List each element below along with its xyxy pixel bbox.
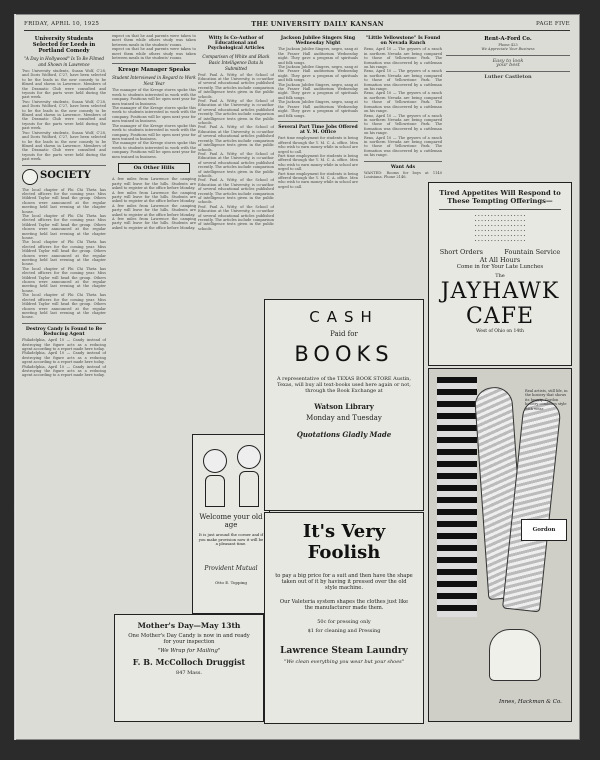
article-yellowstone-cont: Reno, April 10 — The geysers of a ranch in northern Nevada are being compared to those of Yellowstone Park. The formation was discovered by a cattleman on his range. xyxy=(364,69,442,92)
article-kresge: The manager of the Kresge stores spoke this week to students interested in work with the company. Positions will be open next year for men trained in business. xyxy=(112,88,196,106)
article-part-time-cont: Part time employment for students is being offered through the Y. M. C. A. office. Men who wish to earn money while in school are urged to call. xyxy=(278,153,358,172)
article-kresge-cont2: The manager of the Kresge stores spoke this week to students interested in work with the company. Positions will be open next year for men trained in business. xyxy=(112,123,196,141)
watson-library-text: Watson Library xyxy=(314,402,374,411)
price-cleaning: $1 for cleaning and Pressing xyxy=(307,628,381,634)
provident-company: Provident Mutual xyxy=(204,565,258,572)
mothers-day-title: Mother's Day—May 13th xyxy=(137,621,241,630)
article-students-selected: Two University students, Susan Wolf, C'28, and Doris Wolford, C'27, have been selected to be the leads in the new comedy to be filmed and shown in Lawrence. Members of the Dramatic Club were consulted and tryouts for the parts were held during the past week. xyxy=(22,69,106,100)
article-destroy-candy-cont: Philadelphia, April 10 — Candy instead of destroying the figure acts as a reducing agent according to a report made here today. xyxy=(22,351,106,365)
druggist-name: F. B. McColloch Druggist xyxy=(132,657,246,667)
jayhawk-address: West of Ohio on 14th xyxy=(476,329,524,334)
column-1 xyxy=(22,34,106,734)
article-yellowstone-cont4: Reno, April 10 — The geysers of a ranch in northern Nevada are being compared to those of Yellowstone Park. The formation was discovered by a cattleman on his range. xyxy=(364,135,442,158)
masthead-page: PAGE FIVE xyxy=(536,21,570,27)
article-continued-top: expect on that he and parents were taken to meet them while others study was taken between meals in the students' rooms. xyxy=(112,34,196,47)
luther-castleton: Luther Castleton xyxy=(484,73,532,80)
article-witty: Prof. Paul A. Witty, of the School of Education at the University, is co-author of several educational articles published recently. The articles include comparison of intelligence tests given in the public schools. xyxy=(198,72,274,99)
column-6 xyxy=(446,34,570,184)
headline-part-time-jobs: Several Part Time Jobs Offered at Y. M. Office xyxy=(278,124,358,136)
short-orders-row xyxy=(429,248,571,256)
headline-students-selected: University Students Selected for Leeds in Portland Comedy xyxy=(32,36,96,54)
foolish-body: to pay a big price for a suit and then have the shape taken out of it by having it pressed over the old style machine. xyxy=(275,573,413,591)
very-foolish-title: It's Very Foolish xyxy=(302,521,386,563)
article-destroy-candy: Philadelphia, April 10 — Candy instead of destroying the figure acts as a reducing agent according to a report made here today. xyxy=(22,338,106,351)
article-other-hills: A few miles from Lawrence the camping party will leave for the hills. Students are asked to register at the office before Monday. xyxy=(112,177,196,191)
article-witty-cont3: Prof. Paul A. Witty, of the School of Education at the University, is co-author of several educational articles published recently. The articles include comparison of intelligence tests given in the public schools. xyxy=(198,151,274,178)
books-title: BOOKS xyxy=(294,342,394,366)
quotations-text: Quotations Gladly Made xyxy=(296,430,392,439)
rent-a-ford-tagline: We Appreciate Your Business xyxy=(481,47,535,52)
article-jubilee-cont3: The Jackson Jubilee Singers, negro, sang at the Fraser Hall auditorium Wednesday night. They gave a program of spirituals and folk songs. xyxy=(278,100,358,118)
young-man-head-icon xyxy=(237,445,261,469)
gordon-brand-badge: Gordon xyxy=(521,519,567,541)
article-jubilee-cont2: The Jackson Jubilee Singers, negro, sang at the Fraser Hall auditorium Wednesday night. They gave a program of spirituals and folk songs. xyxy=(278,82,358,100)
striped-border-decoration xyxy=(437,377,477,617)
article-destroy-candy-cont2: Philadelphia, April 10 — Candy instead of destroying the figure acts as a reducing agent according to a report made here today. xyxy=(22,364,106,378)
article-jubilee: The Jackson Jubilee Singers, negro, sang at the Fraser Hall auditorium Wednesday night. They gave a program of spirituals and folk songs. xyxy=(278,47,358,65)
paid-for-text: Paid for xyxy=(330,330,358,338)
young-man-body-icon xyxy=(239,471,259,507)
society-article-cont: The local chapter of Phi Chi Theta has elected officers for the coming year. Miss Mildred Taylor will head the group. Others chosen were announced at the regular meeting held last evening at the chapter house. xyxy=(22,213,106,240)
gordon-hosiery-ad xyxy=(428,368,572,722)
lawrence-laundry-ad xyxy=(264,512,424,724)
old-man-body-icon xyxy=(205,475,225,507)
mothers-day-body: One Mother's Day Candy is now in and ready for your inspection xyxy=(128,633,250,645)
society-header xyxy=(22,169,106,185)
easy-look-line2: your best xyxy=(496,62,520,69)
dog-illustration-icon xyxy=(489,629,541,681)
society-article-cont4: The local chapter of Phi Chi Theta has elected officers for the coming year. Miss Mildred Taylor will head the group. Others chosen were announced at the regular meeting held last evening at the chapter house. xyxy=(22,293,106,320)
short-orders-text: Short Orders xyxy=(439,248,483,256)
society-article-cont3: The local chapter of Phi Chi Theta has elected officers for the coming year. Miss Mildred Taylor will head the group. Others chosen were announced at the regular meeting held last evening at the chapter house. xyxy=(22,266,106,293)
jayhawk-the: The xyxy=(495,273,505,279)
society-title: SOCIETY xyxy=(40,170,91,182)
article-other-hills-cont3: A few miles from Lawrence the camping party will leave for the hills. Students are asked to register at the office before Monday. xyxy=(112,217,196,230)
headline-jubilee-singers: Jackson Jubilee Singers Sing Wednesday Night xyxy=(280,36,356,47)
column-3 xyxy=(198,34,274,454)
article-witty-cont: Prof. Paul A. Witty, of the School of Education at the University, is co-author of several educational articles published recently. The articles include comparison of intelligence tests given in the public schools. xyxy=(198,99,274,126)
newspaper-page xyxy=(14,14,580,740)
foolish-body-2: Our Valeteria system shapes the clothes just like the manufacturer made them. xyxy=(279,599,409,611)
book-store-rep-text: A representative of the TEXAS BOOK STORE Austin, Texas, will buy all text-books used here again or not, through the Book Exchange at xyxy=(276,376,411,394)
headline-kresge-manager: Kresge Manager Speaks xyxy=(118,67,190,74)
cash-for-books-ad xyxy=(264,299,424,511)
article-students-selected-cont: Two University students, Susan Wolf, C'28, and Doris Wolford, C'27, have been selected to be the leads in the new comedy to be filmed and shown in Lawrence. Members of the Dramatic Club were consulted and tryouts for the parts were held during the past week. xyxy=(22,99,106,131)
article-yellowstone-cont2: Reno, April 10 — The geysers of a ranch in northern Nevada are being compared to those of Yellowstone Park. The formation was discovered by a cattleman on his range. xyxy=(364,91,442,114)
article-other-hills-cont: A few miles from Lawrence the camping party will leave for the hills. Students are asked to register at the office before Monday. xyxy=(112,190,196,204)
society-article-cont2: The local chapter of Phi Chi Theta has elected officers for the coming year. Miss Mildred Taylor will head the group. Others chosen were announced at the regular meeting held last evening at the chapter house. xyxy=(22,240,106,267)
headline-destroy-candy: Destroy Candy Is Found to Be Reducing Agent xyxy=(25,326,103,337)
provident-mutual-ad xyxy=(192,434,270,614)
article-yellowstone-cont3: Reno, April 10 — The geysers of a ranch in northern Nevada are being compared to those of Yellowstone Park. The formation was discovered by a cattleman on his range. xyxy=(364,113,442,136)
laundry-tagline: "We clean everything you wear but your shoes" xyxy=(283,659,405,665)
article-kresge-cont: The manager of the Kresge stores spoke this week to students interested in work with the company. Positions will be open next year for men trained in business. xyxy=(112,106,196,124)
jayhawk-cafe-name: JAYHAWK CAFE xyxy=(440,279,560,329)
mothers-day-ad xyxy=(114,614,264,722)
all-hours-text: At All Hours xyxy=(479,256,521,264)
masthead-paper-name: THE UNIVERSITY DAILY KANSAN xyxy=(251,20,384,28)
cash-title: CASH xyxy=(309,308,379,326)
want-ads-heading: Want Ads xyxy=(390,164,416,170)
want-ads-body: WANTED: Rooms for boys at 1140 Louisiana. Phone 2146. xyxy=(364,170,442,180)
masthead xyxy=(24,18,570,31)
late-lunches-text: Come in for Your Late Lunches xyxy=(456,264,544,270)
gordon-body-text: Real artists, still life, in the hosiery that shows its beauty. Gordon hosiery combines style with wear. xyxy=(525,389,568,411)
column-2 xyxy=(112,34,196,634)
fountain-service-text: Fountain Service xyxy=(504,248,561,256)
article-other-hills-cont2: A few miles from Lawrence the camping party will leave for the hills. Students are asked to register at the office before Monday. xyxy=(112,203,196,217)
headline-little-yellowstone: "Little Yellowstone" Is Found on Nevada Ranch xyxy=(365,36,441,47)
provident-body: It is just around the corner and if you make provision now it will be a pleasant time. xyxy=(198,532,264,547)
subhead-kresge: Student Interviewed in Regard to Work Next Year xyxy=(112,75,196,87)
article-witty-cont4: Prof. Paul A. Witty, of the School of Education at the University, is co-author of several educational articles published recently. The articles include comparison of intelligence tests given in the public schools. xyxy=(198,178,274,205)
article-witty-cont2: Prof. Paul A. Witty, of the School of Education at the University, is co-author of several educational articles published recently. The articles include comparison of intelligence tests given in the public schools. xyxy=(198,125,274,152)
article-part-time: Part time employment for students is being offered through the Y. M. C. A. office. Men who wish to earn money while in school are urged to call. xyxy=(278,136,358,154)
price-pressing: 50c for pressing only xyxy=(317,619,371,625)
subhead-witty: Comparison of White and Black Basic Intelligence Data Is Submitted xyxy=(202,53,270,71)
article-jubilee-cont: The Jackson Jubilee Singers, negro, sang at the Fraser Hall auditorium Wednesday night. They gave a program of spirituals and folk songs. xyxy=(278,65,358,83)
provident-agent: Otto E. Topping xyxy=(215,580,247,585)
wrap-for-mailing: "We Wrap for Mailing" xyxy=(157,648,221,654)
article-yellowstone: Reno, April 10 — The geysers of a ranch in northern Nevada are being compared to those of Yellowstone Park. The formation was discovered by a cattleman on his range. xyxy=(364,47,442,70)
monday-tuesday-text: Monday and Tuesday xyxy=(306,414,382,422)
society-article: The local chapter of Phi Chi Theta has elected officers for the coming year. Miss Mildred Taylor will head the group. Others chosen were announced at the regular meeting held last evening at the chapter house. xyxy=(22,187,106,214)
old-man-head-icon xyxy=(203,449,227,473)
headline-witty-coauthor: Witty Is Co-Author of Educational and Psychological Articles xyxy=(207,36,265,52)
rent-a-ford-heading: Rent-A-Ford Co. xyxy=(484,36,532,42)
rent-a-ford-phone: Phone 423 xyxy=(498,43,518,47)
tired-appetites-text: Tired Appetites Will Respond to These Tempting Offerings— xyxy=(439,189,561,205)
easy-look-line1: Easy to look xyxy=(492,57,524,64)
on-other-hills-box: On Other Hills xyxy=(118,163,190,173)
society-ornament-icon xyxy=(22,169,38,185)
article-kresge-cont3: The manager of the Kresge stores spoke this week to students interested in work with the company. Positions will be open next year for men trained in business. xyxy=(112,141,196,159)
druggist-address: 847 Mass. xyxy=(176,670,202,676)
innes-hackman-signature: Innes, Hackman & Co. xyxy=(499,699,562,705)
article-part-time-cont2: Part time employment for students is being offered through the Y. M. C. A. office. Men who wish to earn money while in school are urged to call. xyxy=(278,171,358,189)
column-4 xyxy=(278,34,358,298)
article-continued-top-2: expect on that he and parents were taken to meet them while others study was taken between meals in the students' rooms. xyxy=(112,47,196,61)
subhead-day-in-hollywood: "A Day in Hollywood" Is To Be Filmed and Shown in Lawrence xyxy=(23,56,105,67)
masthead-date: FRIDAY, APRIL 10, 1925 xyxy=(24,21,100,27)
jayhawk-cafe-ad xyxy=(428,182,572,366)
welcome-old-age-caption: Welcome your old age xyxy=(199,513,263,529)
menu-list: • • • • • • • • • • • • • • • • • • • • • • • • • • • • • • • • • • • • • • • • • • • • • • • • • • • • • • • • • • • • • • • • • • • • • • • • • • • • • • • • • • • • • • • • • • • • • • • • xyxy=(474,214,526,243)
article-witty-cont5: Prof. Paul A. Witty, of the School of Education at the University, is co-author of several educational articles published recently. The articles include comparison of intelligence tests given in the public schools. xyxy=(198,204,274,231)
laundry-name: Lawrence Steam Laundry xyxy=(280,646,408,656)
article-students-selected-cont2: Two University students, Susan Wolf, C'28, and Doris Wolford, C'27, have been selected to be the leads in the new comedy to be filmed and shown in Lawrence. Members of the Dramatic Club were consulted and tryouts for the parts were held during the past week. xyxy=(22,130,106,162)
